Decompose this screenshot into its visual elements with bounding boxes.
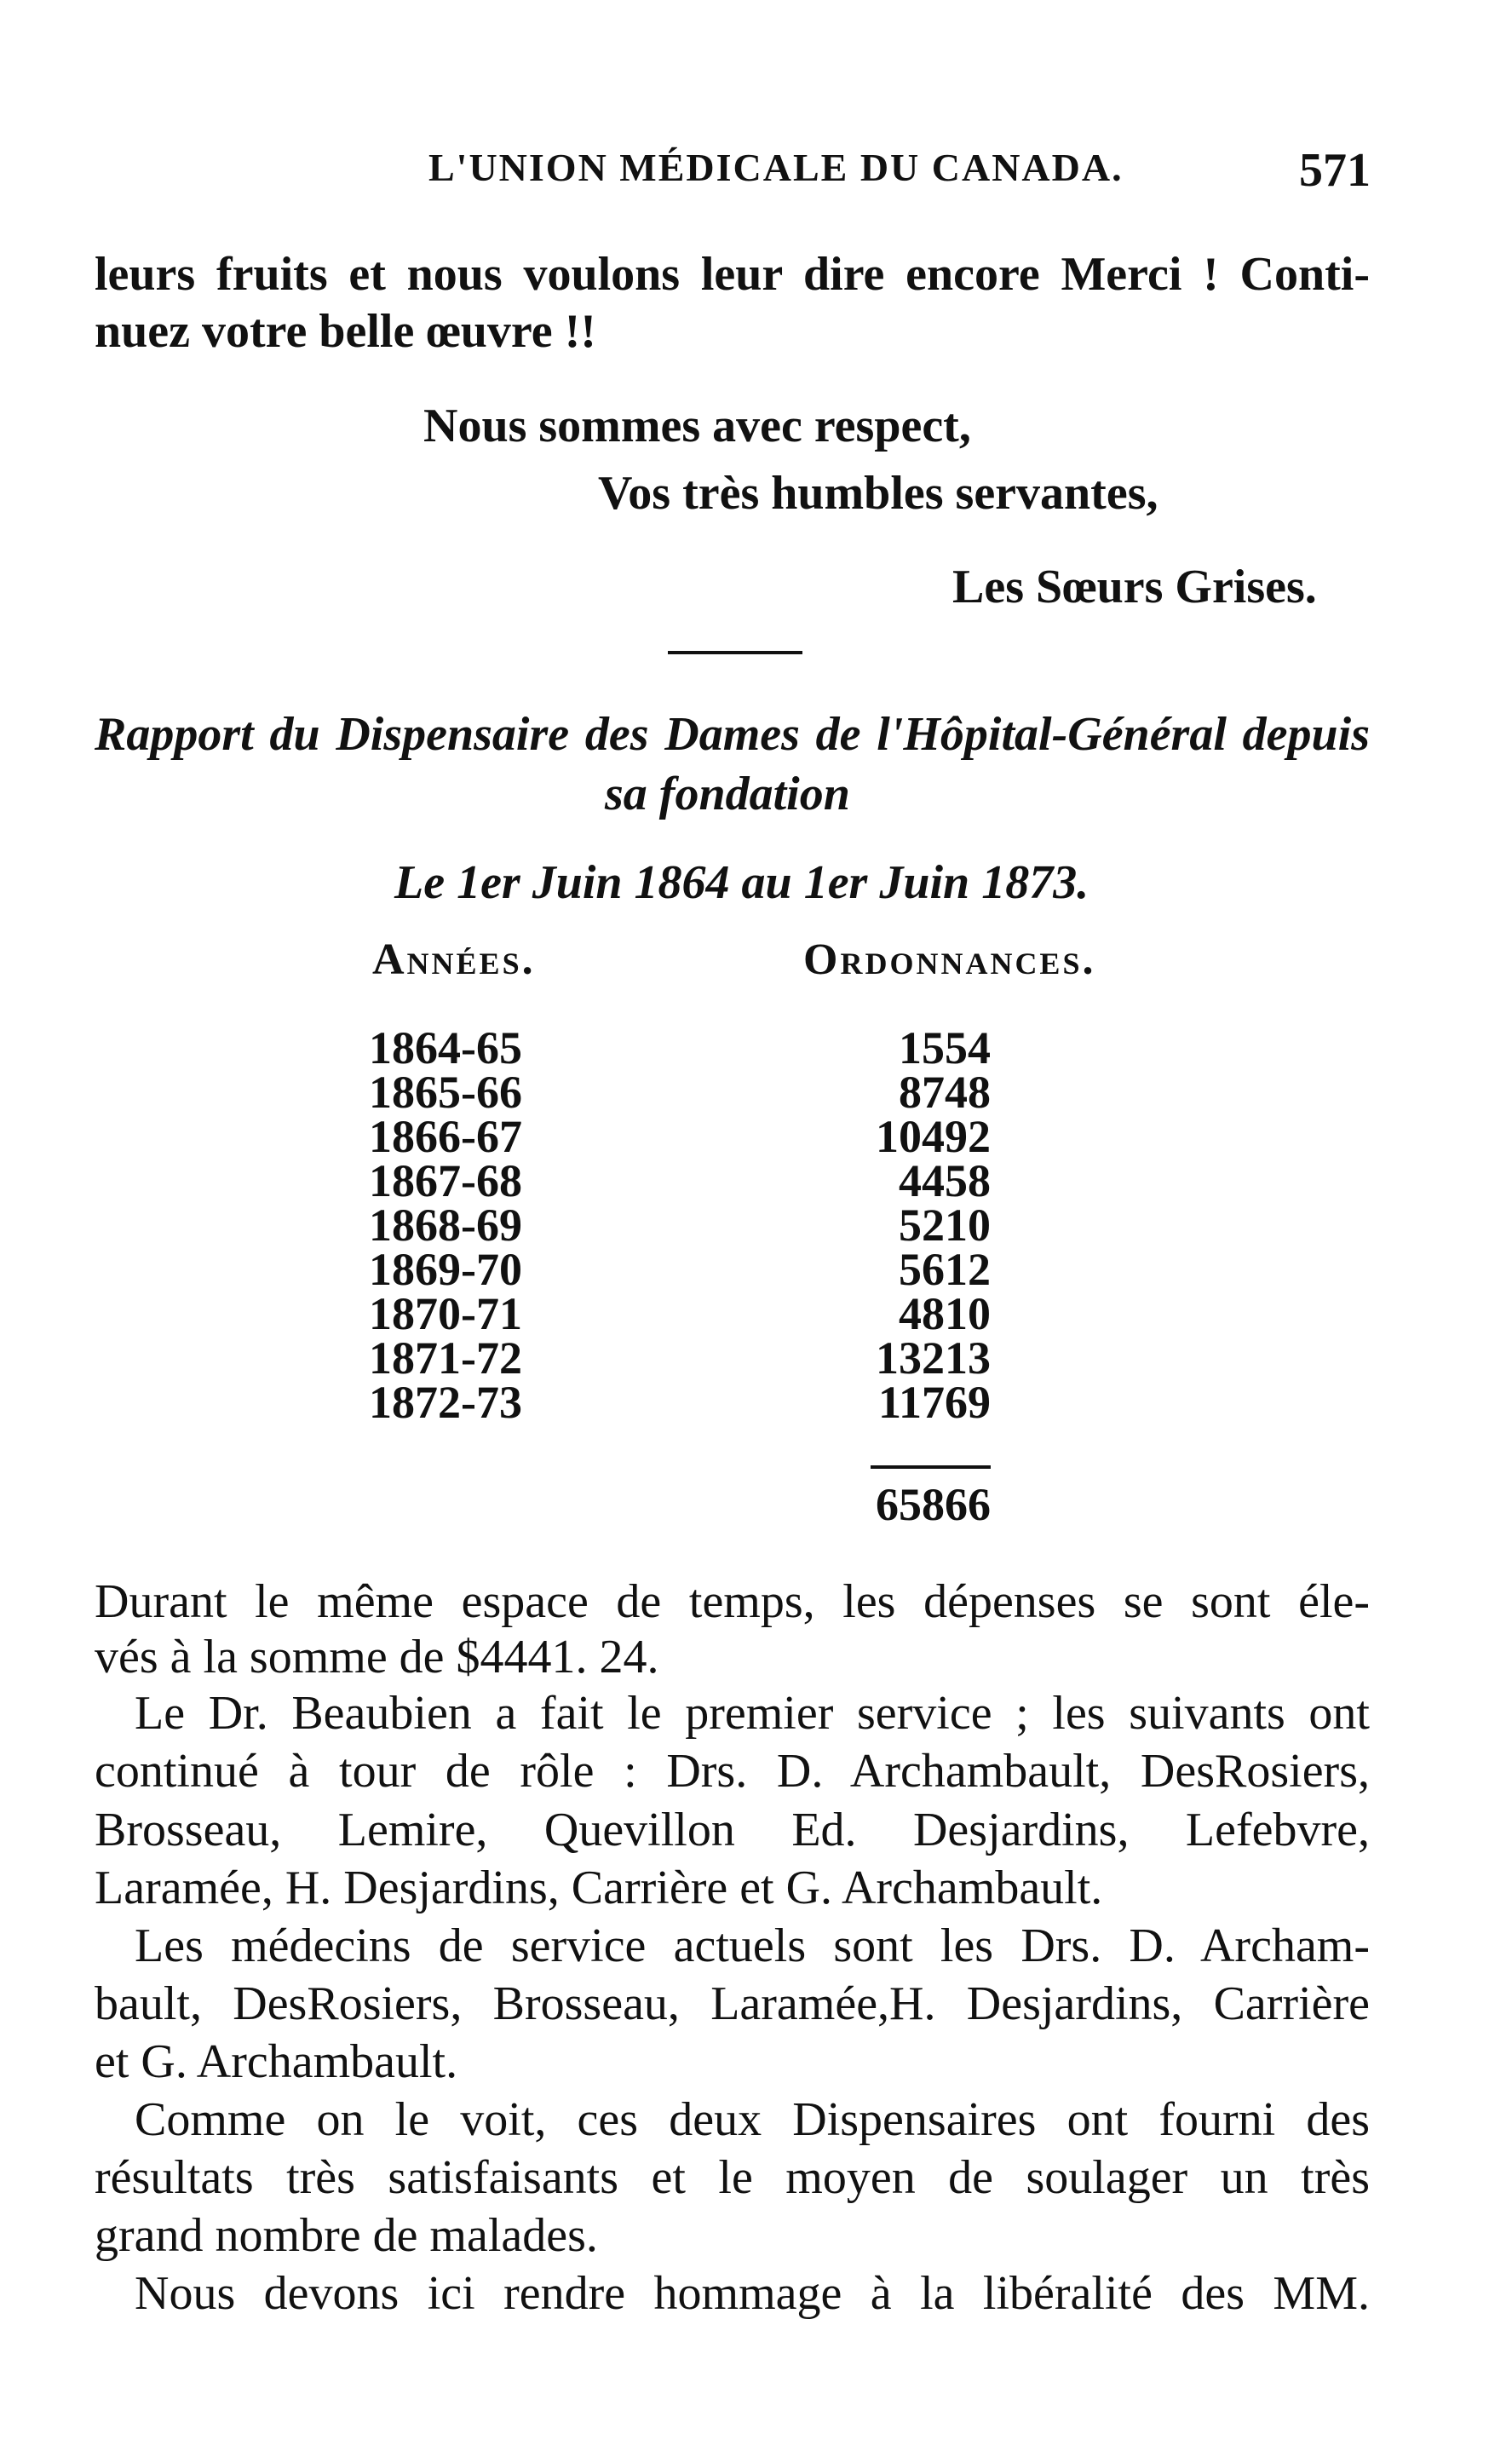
table-row-count: 10492 bbox=[876, 1111, 991, 1162]
table-row-count: 5612 bbox=[899, 1244, 991, 1295]
table-row-count: 11769 bbox=[877, 1377, 991, 1428]
total-value: 65866 bbox=[876, 1479, 991, 1530]
closing-line-2: Vos très humbles servantes, bbox=[598, 467, 1158, 520]
table-row-year: 1867-68 bbox=[369, 1155, 522, 1206]
paragraph-4-line-1: Comme on le voit, ces deux Dispensaires ont fourni des bbox=[135, 2093, 1370, 2146]
table-row-count: 5210 bbox=[899, 1200, 991, 1251]
table-row-year: 1868-69 bbox=[369, 1200, 522, 1251]
paragraph-3-line-3: et G. Archambault. bbox=[95, 2035, 458, 2088]
paragraph-2-line-1: Le Dr. Beaubien a fait le premier service ; les suivants ont bbox=[135, 1687, 1370, 1740]
closing-line-1: Nous sommes avec respect, bbox=[423, 400, 971, 452]
letter-line-1: leurs fruits et nous voulons leur dire encore Merci ! Conti- bbox=[95, 248, 1370, 301]
paragraph-4-line-2: résultats très satisfaisants et le moyen de soulager un très bbox=[95, 2151, 1370, 2204]
table-row-count: 4458 bbox=[899, 1155, 991, 1206]
paragraph-1-line-1: Durant le même espace de temps, les dépenses se sont éle- bbox=[95, 1575, 1370, 1628]
table-row-year: 1866-67 bbox=[369, 1111, 522, 1162]
table-row-count: 1554 bbox=[899, 1022, 991, 1073]
report-period: Le 1er Juin 1864 au 1er Juin 1873. bbox=[394, 856, 1089, 909]
column-header-years: Années. bbox=[372, 935, 536, 984]
report-title-line-2: sa fondation bbox=[605, 768, 850, 820]
report-title-line-1: Rapport du Dispensaire des Dames de l'Hôpital-Général depuis bbox=[95, 708, 1370, 761]
years-column bbox=[369, 1022, 565, 1428]
page-number: 571 bbox=[1299, 144, 1371, 197]
paragraph-1-line-2: vés à la somme de $4441. 24. bbox=[95, 1631, 659, 1683]
paragraph-2-line-4: Laramée, H. Desjardins, Carrière et G. Archambault. bbox=[95, 1862, 1103, 1914]
paragraph-5-line-1: Nous devons ici rendre hommage à la libéralité des MM. bbox=[135, 2267, 1370, 2320]
table-row-year: 1871-72 bbox=[369, 1332, 522, 1384]
table-row-count: 4810 bbox=[899, 1288, 991, 1339]
table-row-year: 1872-73 bbox=[369, 1377, 522, 1428]
signature: Les Sœurs Grises. bbox=[952, 561, 1317, 613]
column-header-ordonnances: Ordonnances. bbox=[803, 935, 1096, 984]
table-row-count: 8748 bbox=[899, 1067, 991, 1118]
section-divider bbox=[668, 651, 802, 654]
paragraph-3-line-2: bault, DesRosiers, Brosseau, Laramée,H. Desjardins, Carrière bbox=[95, 1977, 1370, 2030]
table-row-year: 1865-66 bbox=[369, 1067, 522, 1118]
letter-line-2: nuez votre belle œuvre !! bbox=[95, 305, 596, 358]
paragraph-2-line-3: Brosseau, Lemire, Quevillon Ed. Desjardins, Lefebvre, bbox=[95, 1804, 1370, 1856]
total-rule bbox=[871, 1465, 991, 1469]
ordonnances-column bbox=[852, 1022, 991, 1428]
table-row-year: 1870-71 bbox=[369, 1288, 522, 1339]
paragraph-3-line-1: Les médecins de service actuels sont les Drs. D. Archam- bbox=[135, 1919, 1370, 1972]
paragraph-4-line-3: grand nombre de malades. bbox=[95, 2209, 598, 2262]
table-row-year: 1864-65 bbox=[369, 1022, 522, 1073]
table-row-count: 13213 bbox=[876, 1332, 991, 1384]
running-title: L'UNION MÉDICALE DU CANADA. bbox=[428, 146, 1124, 189]
table-row-year: 1869-70 bbox=[369, 1244, 522, 1295]
paragraph-2-line-2: continué à tour de rôle : Drs. D. Archambault, DesRosiers, bbox=[95, 1745, 1370, 1798]
